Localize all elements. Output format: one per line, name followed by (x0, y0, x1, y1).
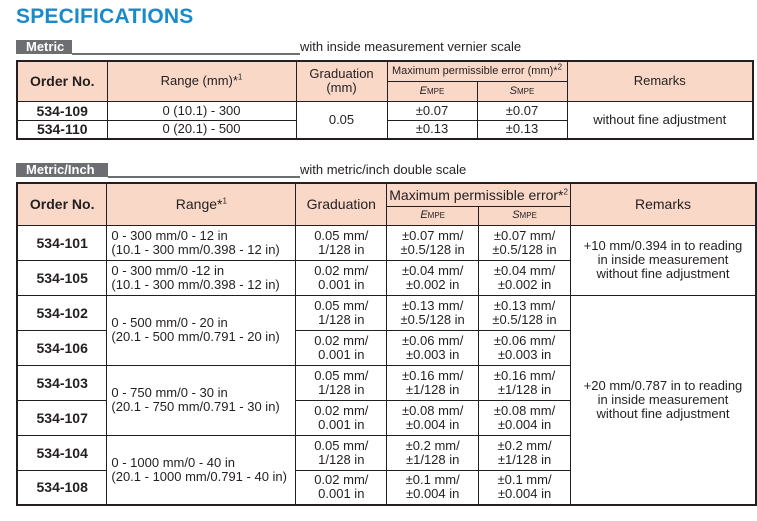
order-no: 534-104 (17, 435, 107, 470)
order-no: 534-108 (17, 470, 107, 505)
s-mpe: ±0.07 (477, 101, 567, 120)
metric-note: with inside measurement vernier scale (300, 39, 522, 54)
order-no: 534-102 (17, 295, 107, 330)
order-no: 534-103 (17, 365, 107, 400)
metric-tab-underline (72, 53, 300, 55)
e-mpe: ±0.2 mm/ ±1/128 in (387, 435, 479, 470)
range: 0 - 750 mm/0 - 30 in (20.1 - 750 mm/0.791 - 30 in) (107, 365, 296, 435)
header-mpe: Maximum permissible error*$^2$ (387, 183, 571, 206)
s-mpe: ±0.04 mm/ ±0.002 in (479, 260, 571, 295)
graduation: 0.05 mm/ 1/128 in (296, 295, 387, 330)
e-mpe: ±0.06 mm/ ±0.003 in (387, 330, 479, 365)
inch-note: with metric/inch double scale (300, 162, 467, 177)
table-row (17, 101, 753, 120)
s-mpe: ±0.13 (477, 120, 567, 139)
remarks: +20 mm/0.787 in to reading in inside measurement without fine adjustment (570, 295, 756, 505)
header-s-mpe: SMPE (479, 206, 571, 225)
graduation: 0.05 (296, 101, 387, 139)
graduation: 0.02 mm/ 0.001 in (296, 330, 387, 365)
s-mpe: ±0.13 mm/ ±0.5/128 in (479, 295, 571, 330)
remarks: +10 mm/0.394 in to reading in inside measurement without fine adjustment (570, 225, 756, 295)
inch-tab-underline (108, 176, 300, 178)
inch-tab: Metric/Inch (16, 163, 108, 177)
header-e-mpe: EMPE (387, 81, 477, 101)
graduation: 0.02 mm/ 0.001 in (296, 400, 387, 435)
s-mpe: ±0.2 mm/ ±1/128 in (479, 435, 571, 470)
e-mpe: ±0.07 mm/ ±0.5/128 in (387, 225, 479, 260)
inch-table (16, 182, 757, 506)
range: 0 (20.1) - 500 (107, 120, 296, 139)
s-mpe: ±0.08 mm/ ±0.004 in (479, 400, 571, 435)
order-no: 534-105 (17, 260, 107, 295)
e-mpe: ±0.16 mm/ ±1/128 in (387, 365, 479, 400)
table-row (17, 295, 756, 330)
range: 0 - 1000 mm/0 - 40 in (20.1 - 1000 mm/0.791 - 40 in) (107, 435, 296, 505)
order-no: 534-107 (17, 400, 107, 435)
header-remarks: Remarks (567, 61, 753, 101)
order-no: 534-106 (17, 330, 107, 365)
range: 0 - 300 mm/0 - 12 in (10.1 - 300 mm/0.398 - 12 in) (107, 225, 296, 260)
range: 0 (10.1) - 300 (107, 101, 296, 120)
order-no: 534-110 (17, 120, 107, 139)
header-order-no: Order No. (17, 61, 107, 101)
s-mpe: ±0.1 mm/ ±0.004 in (479, 470, 571, 505)
range: 0 - 300 mm/0 -12 in (10.1 - 300 mm/0.398 - 12 in) (107, 260, 296, 295)
e-mpe: ±0.1 mm/ ±0.004 in (387, 470, 479, 505)
e-mpe: ±0.13 (387, 120, 477, 139)
header-remarks: Remarks (570, 183, 756, 225)
order-no: 534-109 (17, 101, 107, 120)
header-mpe: Maximum permissible error (mm)*$^2$ (387, 61, 567, 81)
s-mpe: ±0.16 mm/ ±1/128 in (479, 365, 571, 400)
header-range: Range*$^1$ (107, 183, 296, 225)
e-mpe: ±0.04 mm/ ±0.002 in (387, 260, 479, 295)
graduation: 0.05 mm/ 1/128 in (296, 225, 387, 260)
graduation: 0.02 mm/ 0.001 in (296, 260, 387, 295)
metric-section-header (16, 40, 757, 56)
s-mpe: ±0.06 mm/ ±0.003 in (479, 330, 571, 365)
graduation: 0.05 mm/ 1/128 in (296, 365, 387, 400)
e-mpe: ±0.07 (387, 101, 477, 120)
page-title: SPECIFICATIONS (16, 5, 194, 28)
header-graduation: Graduation (mm) (296, 61, 387, 101)
s-mpe: ±0.07 mm/ ±0.5/128 in (479, 225, 571, 260)
graduation: 0.05 mm/ 1/128 in (296, 435, 387, 470)
metric-tab: Metric (16, 40, 72, 54)
range: 0 - 500 mm/0 - 20 in (20.1 - 500 mm/0.791 - 20 in) (107, 295, 296, 365)
e-mpe: ±0.13 mm/ ±0.5/128 in (387, 295, 479, 330)
e-mpe: ±0.08 mm/ ±0.004 in (387, 400, 479, 435)
inch-section-header (16, 163, 757, 179)
metric-table (16, 60, 754, 140)
header-order-no: Order No. (17, 183, 107, 225)
graduation: 0.02 mm/ 0.001 in (296, 470, 387, 505)
header-e-mpe: EMPE (387, 206, 479, 225)
header-range: Range (mm)*$^1$ (107, 61, 296, 101)
remarks: without fine adjustment (567, 101, 753, 139)
header-s-mpe: SMPE (477, 81, 567, 101)
table-row (17, 225, 756, 260)
header-graduation: Graduation (296, 183, 387, 225)
order-no: 534-101 (17, 225, 107, 260)
